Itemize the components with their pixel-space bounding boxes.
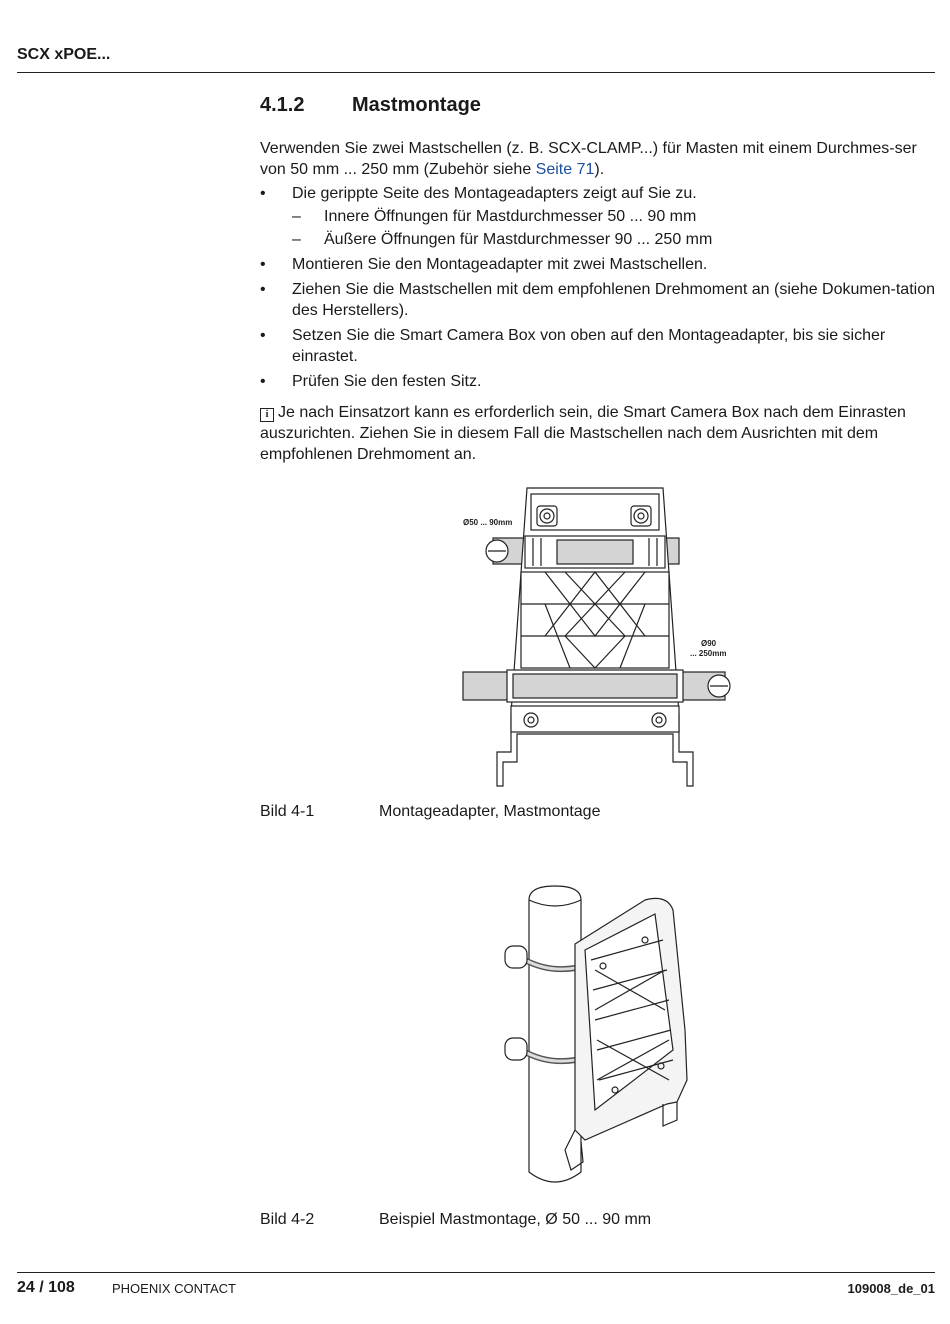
document-id: 109008_de_01: [847, 1281, 935, 1296]
section-title: Mastmontage: [352, 94, 481, 116]
list-item-text: Die gerippte Seite des Montageadapters zeigt auf Sie zu.: [292, 185, 697, 202]
list-item: [260, 371, 936, 392]
dash-icon: –: [292, 231, 301, 248]
page-number: 24 / 108: [17, 1279, 75, 1296]
note-text: Je nach Einsatzort kann es erforderlich sein, die Smart Camera Box nach dem Einrasten auszurichten. Ziehen Sie in diesem Fall die Mastschellen nach dem Ausrichten mit dem empfohlenen Drehmoment an.: [260, 404, 906, 463]
bullet-icon: •: [260, 185, 266, 202]
caption-label: Bild 4-2: [260, 1211, 315, 1228]
list-item-text: Montieren Sie den Montageadapter mit zwei Mastschellen.: [292, 256, 708, 273]
list-item: [260, 254, 936, 275]
figure-caption-2: [260, 1211, 651, 1229]
document-header-title: SCX xPOE...: [17, 46, 111, 63]
caption-label: Bild 4-1: [260, 803, 315, 820]
sub-list: [292, 206, 936, 250]
bullet-icon: •: [260, 281, 266, 298]
intro-end: ).: [594, 161, 605, 178]
bullet-icon: •: [260, 256, 266, 273]
list-item: [260, 279, 936, 321]
intro-paragraph: [260, 138, 936, 180]
outer-diameter-label-1: Ø90: [701, 639, 717, 648]
inner-diameter-label: Ø50 ... 90mm: [463, 518, 513, 527]
section-number: 4.1.2: [260, 94, 305, 116]
mast-mounting-drawing: [495, 880, 705, 1190]
list-item-text: Ziehen Sie die Mastschellen mit dem empfohlenen Drehmoment an (siehe Dokumen-tation des Herstellers).: [292, 281, 935, 319]
page-reference-link[interactable]: Seite 71: [535, 161, 595, 178]
footer-divider: [17, 1272, 935, 1273]
bullet-icon: •: [260, 373, 266, 390]
caption-text: Montageadapter, Mastmontage: [379, 803, 601, 820]
list-item: [260, 183, 936, 250]
figure-caption-1: [260, 803, 600, 821]
company-name: PHOENIX CONTACT: [112, 1281, 236, 1296]
sub-list-item-text: Innere Öffnungen für Mastdurchmesser 50 ... 90 mm: [324, 208, 697, 225]
info-icon: i: [260, 408, 274, 422]
header-divider: [17, 72, 935, 73]
intro-text: Verwenden Sie zwei Mastschellen (z. B. SCX-CLAMP...) für Masten mit einem Durchmes-ser von 50 mm ... 250 mm (Zubehör siehe: [260, 140, 917, 178]
section-heading: [260, 94, 481, 117]
list-item: [260, 325, 936, 367]
sub-list-item: [292, 229, 936, 250]
dash-icon: –: [292, 208, 301, 225]
sub-list-item-text: Äußere Öffnungen für Mastdurchmesser 90 ... 250 mm: [324, 231, 713, 248]
note-paragraph: [260, 402, 936, 465]
caption-text: Beispiel Mastmontage, Ø 50 ... 90 mm: [379, 1211, 652, 1228]
sub-list-item: [292, 206, 936, 227]
instruction-list: [260, 183, 936, 396]
list-item-text: Prüfen Sie den festen Sitz.: [292, 373, 482, 390]
bullet-icon: •: [260, 327, 266, 344]
list-item-text: Setzen Sie die Smart Camera Box von oben auf den Montageadapter, bis sie sicher einrastet.: [292, 327, 886, 365]
mounting-adapter-drawing: [455, 484, 745, 794]
outer-diameter-label-2: ... 250mm: [690, 649, 727, 658]
